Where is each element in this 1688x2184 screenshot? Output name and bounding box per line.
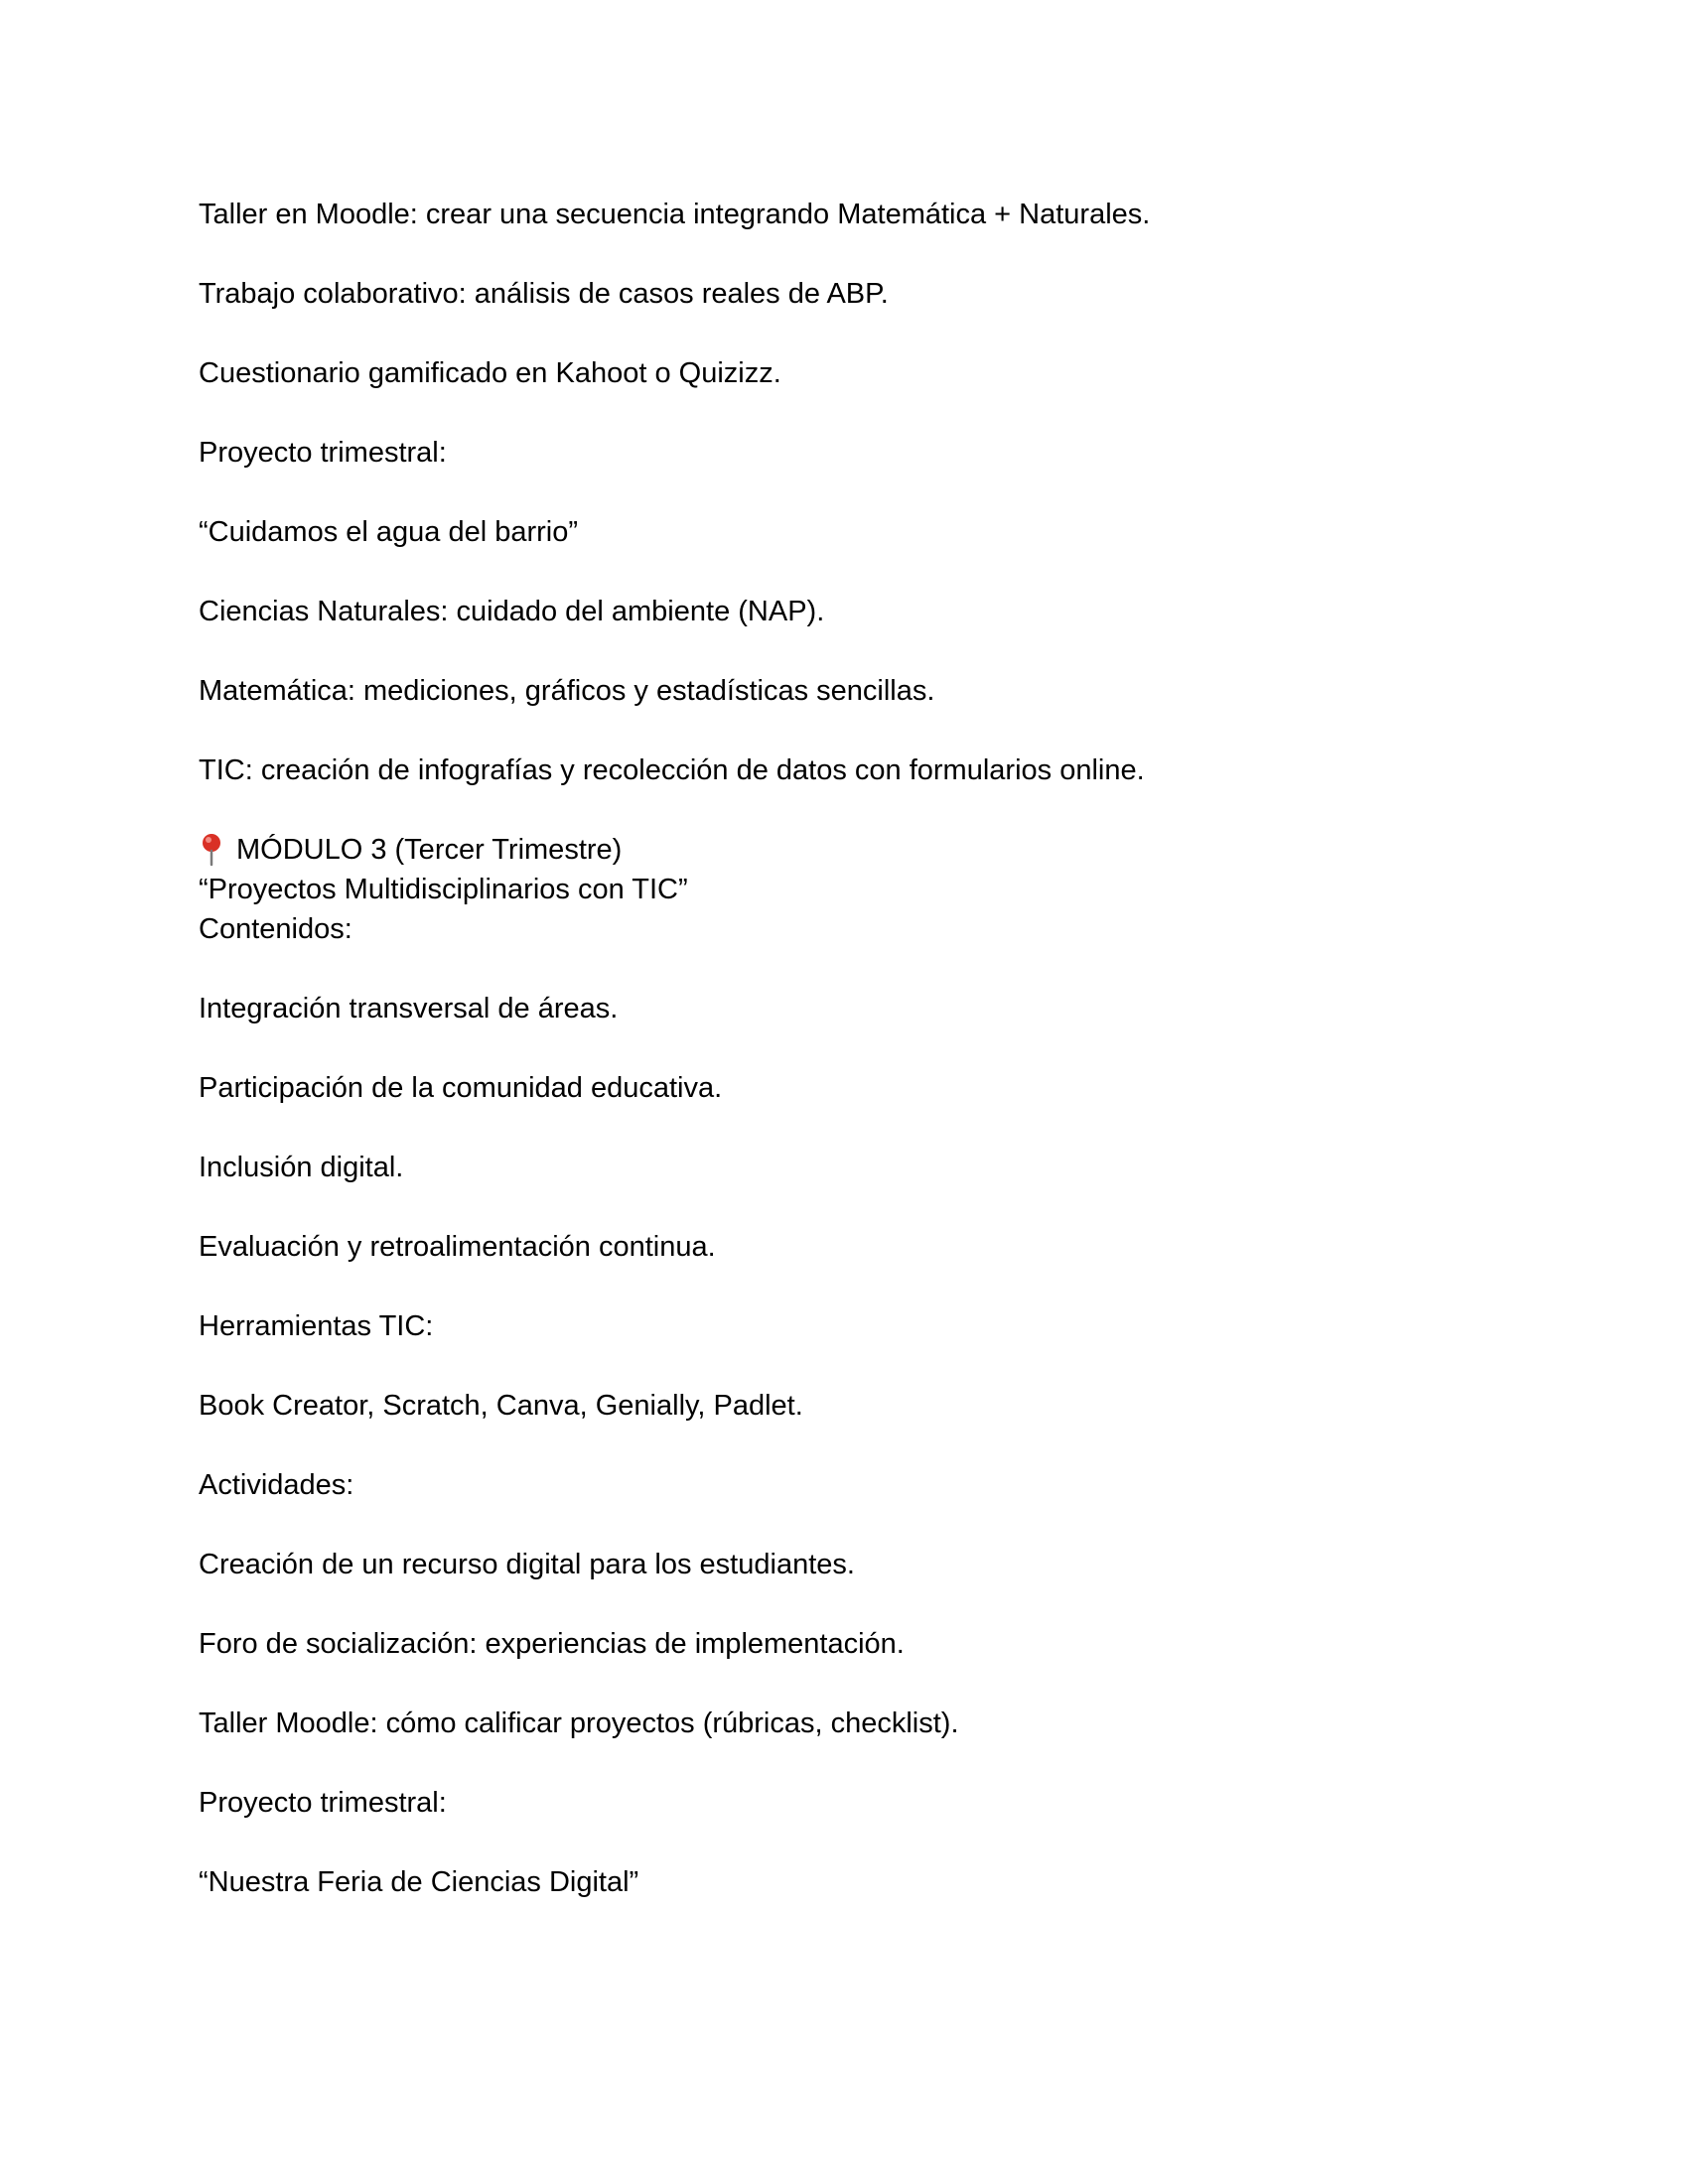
project-heading: Proyecto trimestral: xyxy=(199,437,447,469)
content-item: Inclusión digital. xyxy=(199,1152,404,1183)
activities-heading: Actividades: xyxy=(199,1469,354,1501)
activity-item: Taller Moodle: cómo calificar proyectos (rúbricas, checklist). xyxy=(199,1707,959,1739)
activity-collaborative-work: Trabajo colaborativo: análisis de casos reales de ABP. xyxy=(199,278,889,310)
tools-list: Book Creator, Scratch, Canva, Genially, Padlet. xyxy=(199,1390,803,1422)
activity-gamified-quiz: Cuestionario gamificado en Kahoot o Quizizz. xyxy=(199,357,781,389)
project-area-tic: TIC: creación de infografías y recolección de datos con formularios online. xyxy=(199,754,1145,786)
content-item: Evaluación y retroalimentación continua. xyxy=(199,1231,716,1263)
project-heading: Proyecto trimestral: xyxy=(199,1787,447,1819)
contents-heading: Contenidos: xyxy=(199,913,352,945)
tools-heading: Herramientas TIC: xyxy=(199,1310,434,1342)
module-title: “Proyectos Multidisciplinarios con TIC” xyxy=(199,874,688,905)
project-area-naturales: Ciencias Naturales: cuidado del ambiente (NAP). xyxy=(199,596,825,627)
project-title: “Cuidamos el agua del barrio” xyxy=(199,516,579,548)
project-area-matematica: Matemática: mediciones, gráficos y estadísticas sencillas. xyxy=(199,675,935,707)
content-item: Participación de la comunidad educativa. xyxy=(199,1072,723,1104)
module-heading xyxy=(199,832,622,868)
module-heading-text: MÓDULO 3 (Tercer Trimestre) xyxy=(236,834,623,866)
activity-item: Foro de socialización: experiencias de implementación. xyxy=(199,1628,905,1660)
activity-item: Creación de un recurso digital para los estudiantes. xyxy=(199,1549,855,1580)
activity-moodle-workshop: Taller en Moodle: crear una secuencia integrando Matemática + Naturales. xyxy=(199,199,1151,230)
pushpin-icon xyxy=(199,832,224,868)
content-item: Integración transversal de áreas. xyxy=(199,993,619,1024)
project-title: “Nuestra Feria de Ciencias Digital” xyxy=(199,1866,639,1898)
